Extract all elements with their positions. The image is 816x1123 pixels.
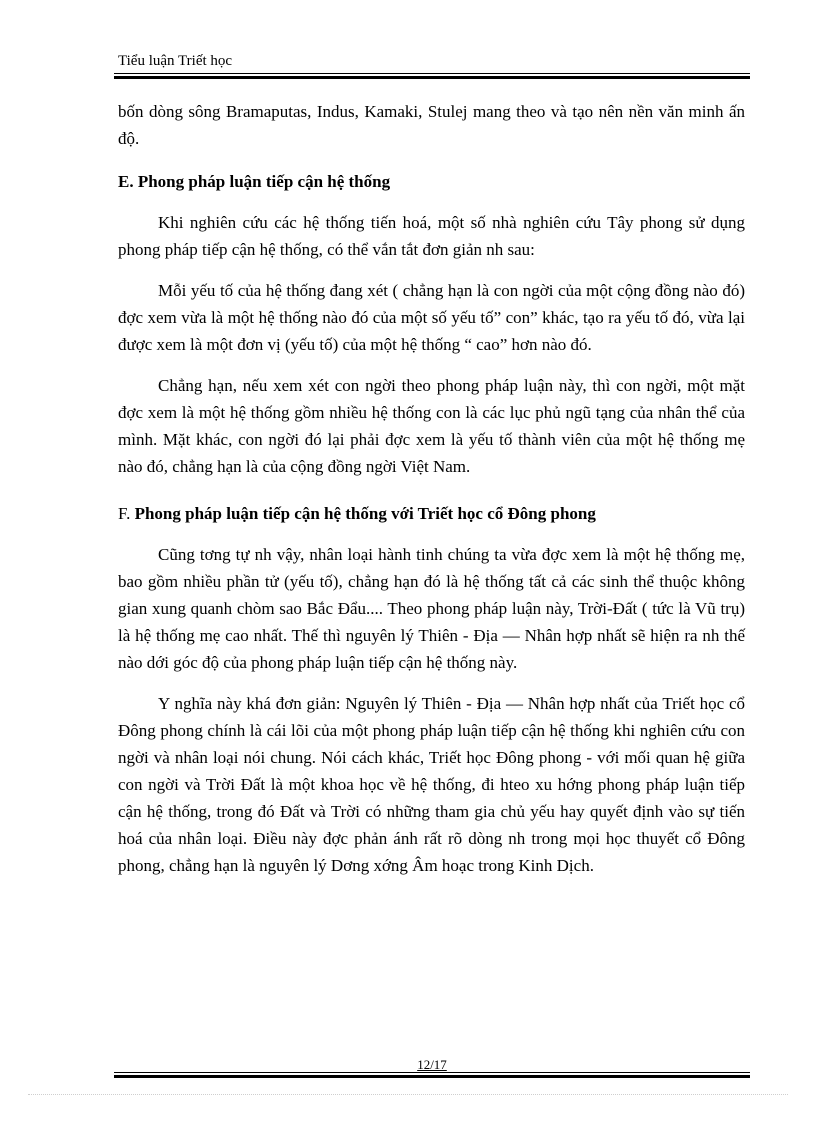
paragraph: Y nghĩa này khá đơn giản: Nguyên lý Thiên - Địa — Nhân hợp nhất của Triết học cổ Đông phong chính là cái lõi của một phong pháp luận tiếp cận hệ thống khi nghiên cứu con ngời và nhân loại nói chung. Nói cách khác, Triết học Đông phong - với mối quan hệ giữa con ngời và Trời Đất là một khoa học về hệ thống, đi hteo xu hớng phong pháp luận tiếp cận hệ thống, trong đó Đất và Trời có những tham gia chủ yếu hay quyết định vào sự tiến hoá của nhân loại. Điều này đợc phản ánh rất rõ dòng nh trong mọi học thuyết cổ Đông phong, chẳng hạn là nguyên lý Dơng xớng Âm hoạc trong Kinh Dịch. — [118, 694, 745, 875]
page-number: 12/17 — [417, 1057, 447, 1072]
paragraph-continued: bốn dòng sông Bramaputas, Indus, Kamaki, Stulej mang theo và tạo nên nền văn minh ấn độ. — [118, 102, 745, 148]
section-number: F. — [118, 504, 131, 523]
paragraph: Khi nghiên cứu các hệ thống tiến hoá, một số nhà nghiên cứu Tây phong sử dụng phong pháp tiếp cận hệ thống, có thể vắn tắt đơn giản nh sau: — [118, 213, 745, 259]
paragraph: Mỗi yếu tố của hệ thống đang xét ( chẳng hạn là con ngời của một cộng đồng nào đó) đợc xem vừa là một hệ thống nào đó của một số yếu tố” con” khác, tạo ra yếu tố đó, vừa lại được xem là một đơn vị (yếu tố) của một hệ thống “ cao” hơn nào đó. — [118, 281, 745, 354]
section-title: Phong pháp luận tiếp cận hệ thống với Triết học cổ Đông phong — [134, 504, 596, 523]
paragraph: Chẳng hạn, nếu xem xét con ngời theo phong pháp luận này, thì con ngời, một mặt đợc xem là một hệ thống gồm nhiều hệ thống con là các lục phủ ngũ tạng của nhân thể của mình. Mặt khác, con ngời đó lại phải đợc xem là yếu tố thành viên của một hệ thống mẹ nào đó, chẳng hạn là của cộng đồng ngời Việt Nam. — [118, 376, 745, 476]
section-heading-f — [118, 500, 745, 527]
paragraph: Cũng tơng tự nh vậy, nhân loại hành tinh chúng ta vừa đợc xem là một hệ thống mẹ, bao gồm nhiều phần tử (yếu tố), chẳng hạn đó là hệ thống tất cả các sinh thể thuộc không gian xung quanh chòm sao Bắc Đẩu.... Theo phong pháp luận này, Trời-Đất ( tức là Vũ trụ) là hệ thống mẹ cao nhất. Thế thì nguyên lý Thiên - Địa — Nhân hợp nhất sẽ hiện ra nh thế nào dới góc độ của phong pháp luận tiếp cận hệ thống này. — [118, 545, 745, 672]
header-rule-thick — [114, 76, 750, 79]
footer-rule-thick — [114, 1075, 750, 1078]
header-rule-thin — [114, 73, 750, 74]
header-title: Tiểu luận Triết học — [118, 53, 233, 69]
footer-rule-thin — [114, 1072, 750, 1073]
page-content — [118, 98, 745, 879]
section-title: Phong pháp luận tiếp cận hệ thống — [137, 172, 391, 191]
page-edge-dotted-line — [28, 1094, 788, 1095]
section-heading-e — [118, 168, 745, 195]
section-number: E. — [118, 172, 134, 191]
